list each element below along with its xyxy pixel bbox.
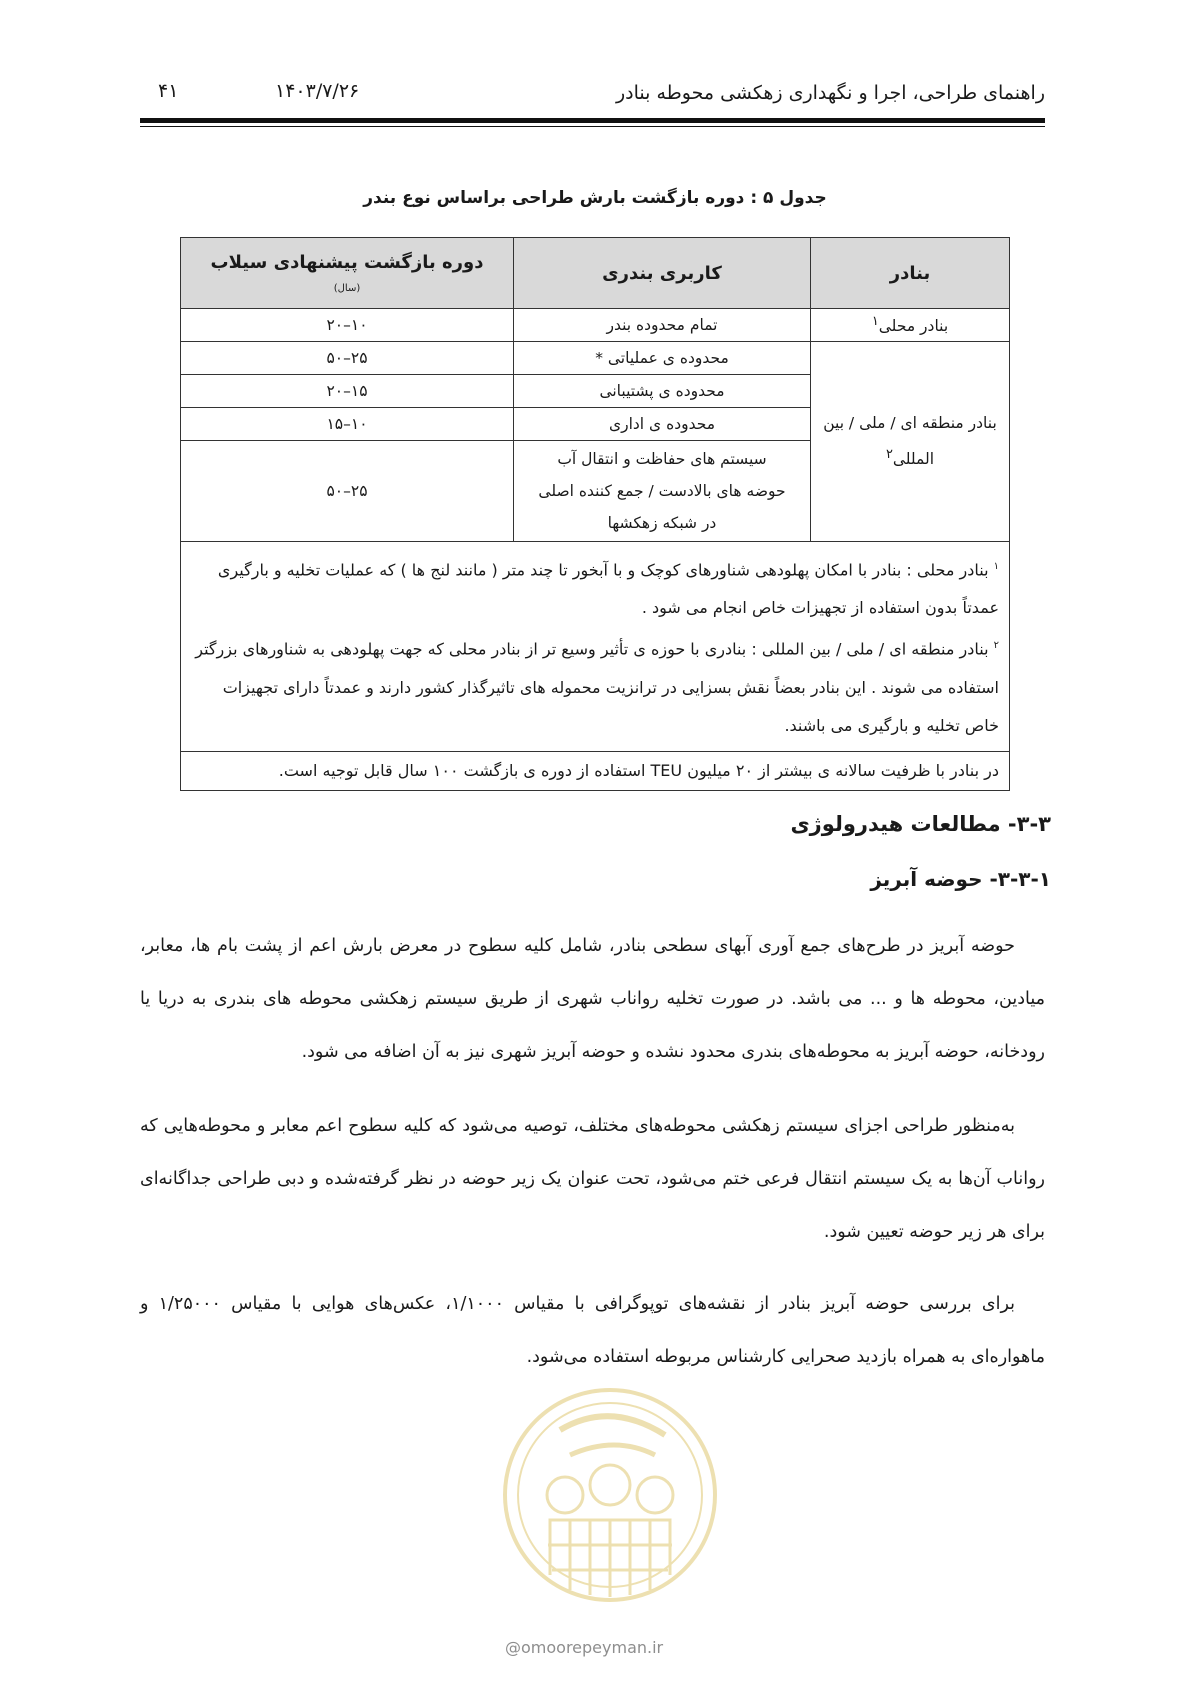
cell-regional-port [811,342,1010,542]
paragraph: برای بررسی حوضه آبریز بنادر از نقشه‌های توپوگرافی با مقیاس ۱/۱۰۰۰، عکس‌های هوایی با مقیاس ۱/۲۵۰۰۰ و ماهواره‌ای به همراه بازدید صحرایی کارشناس مربوطه استفاده می‌شود. [140,1294,1045,1367]
subsection-heading: ۳-۳-۱- حوضه آبریز [870,867,1051,891]
table-last-note-row [181,751,1010,790]
regional-port-label: بنادر منطقه ای / ملی / بین المللی [823,414,997,469]
table-caption: جدول ۵ : دوره بازگشت بارش طراحی براساس نوع بندر [363,188,827,208]
header-unit: (سال) [333,283,361,294]
cell-period: ۱۰–۱۵ [181,408,514,441]
footnote-mark: ۲ [885,447,893,463]
footnote-2-text: بنادر منطقه ای / ملی / بین المللی : بنادری با حوزه ی تأثیر وسیع تر از بنادر محلی که جهت پهلودهی به شناورهای بزرگتر استفاده می شوند . این بنادر بعضاً نقش بسزایی در ترانزیت محموله های تاثیرگذار کشور دارند و عمدتاً دارای تجهیزات خاص تخلیه و بارگیری می باشند. [195,639,999,735]
table-note-teu: در بنادر با ظرفیت سالانه ی بیشتر از ۲۰ میلیون TEU استفاده از دوره ی بازگشت ۱۰۰ سال قابل توجیه است. [181,751,1010,790]
paragraph: به‌منظور طراحی اجزای سیستم زهکشی محوطه‌های مختلف، توصیه می‌شود که کلیه سطوح اعم معابر و محوطه‌هایی که رواناب آن‌ها به یک سیستم انتقال فرعی ختم می‌شود، تحت عنوان یک زیر حوضه در نظر گرفته‌شده و دبی طراحی جداگانه‌ای برای هر زیر حوضه تعیین شود. [140,1116,1045,1242]
table-notes [181,542,1010,752]
watermark-seal-icon [490,1360,730,1630]
cell-usage-multiline [514,441,811,542]
cell-period: ۲۵–۵۰ [181,342,514,375]
header-rule-thin [140,126,1045,127]
cell-usage: محدوده ی اداری [514,408,811,441]
local-port-label: بنادر محلی [878,317,949,336]
page-header [140,70,1045,114]
header-return-period-label: دوره بازگشت پیشنهادی سیلاب [210,252,484,273]
cell-usage: محدوده ی پشتیبانی [514,375,811,408]
page-number: ۴۱ [158,80,179,102]
table-header-row [181,238,1010,309]
cell-period: ۱۰–۲۰ [181,309,514,342]
section-heading: ۳-۳- مطالعات هیدرولوژی [790,812,1051,836]
footnote-mark: ۱ [871,314,879,330]
footnote-1-text: بنادر محلی : بنادر با امکان پهلودهی شناورهای کوچک و با آبخور تا چند متر ( مانند لنج ها ) که عملیات تخلیه و بارگیری عمدتاً بدون استفاده از تجهیزات خاص انجام می شود . [217,560,999,618]
footnote-1 [191,548,999,627]
usage-line: در شبکه زهکشها [607,514,717,532]
cell-period: ۲۵–۵۰ [181,441,514,542]
header-rule-thick [140,118,1045,123]
paragraph: حوضه آبریز در طرح‌های جمع آوری آبهای سطحی بنادر، شامل کلیه سطوح در معرض بارش اعم از پشت بام ها، معابر، میادین، محوطه ها و ... می باشد. در صورت تخلیه رواناب شهری از طریق سیستم زهکشی محوطه های بندری به دریا یا رودخانه، حوضه آبریز به محوطه‌های بندری محدود نشده و حوضه آبریز شهری نیز به آن اضافه می شود. [140,936,1045,1062]
table-row [181,342,1010,375]
header-usage: کاربری بندری [514,238,811,309]
cell-period: ۱۵–۲۰ [181,375,514,408]
table-notes-row [181,542,1010,752]
return-period-table [180,237,1010,791]
header-ports: بنادر [811,238,1010,309]
cell-usage: تمام محدوده بندر [514,309,811,342]
footnote-mark: ۲ [993,640,999,652]
usage-line: سیستم های حفاظت و انتقال آب [557,450,767,468]
footnote-mark: ۱ [993,561,999,572]
footnote-2 [191,627,999,744]
header-date: ۱۴۰۳/۷/۲۶ [275,80,360,102]
header-return-period [181,238,514,309]
watermark-url: @omoorepeyman.ir [505,1638,664,1657]
cell-usage: محدوده ی عملیاتی * [514,342,811,375]
usage-line: حوضه های بالادست / جمع کننده اصلی [538,482,786,500]
table-row [181,309,1010,342]
cell-local-port [811,309,1010,342]
header-title: راهنمای طراحی، اجرا و نگهداری زهکشی محوطه بنادر [615,82,1045,104]
